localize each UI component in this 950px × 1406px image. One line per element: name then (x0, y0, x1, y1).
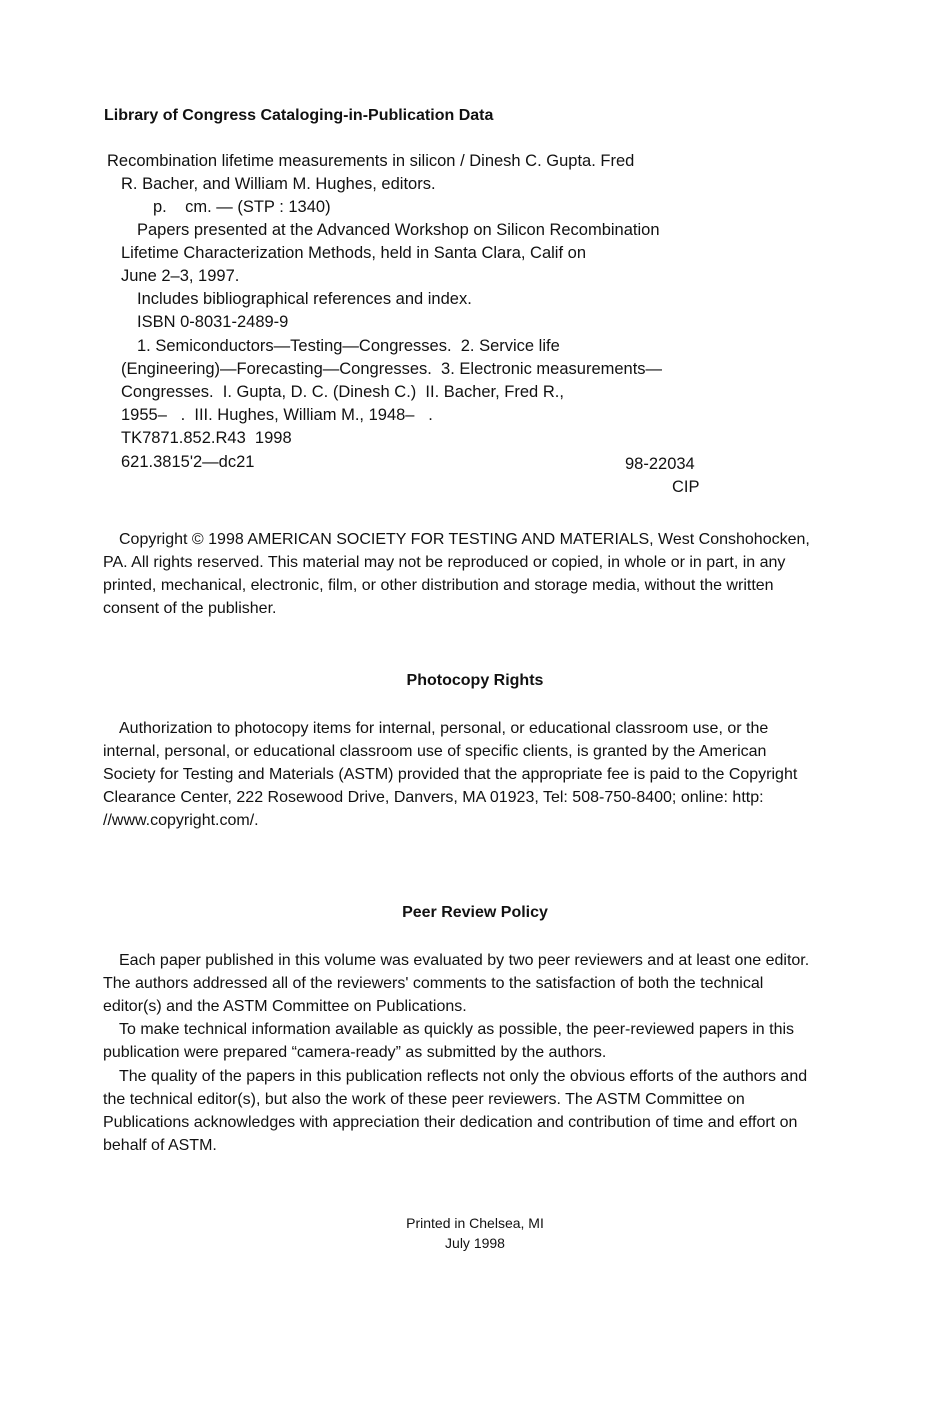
peer-review-line: The quality of the papers in this publication reflects not only the obvious efforts of the authors and (119, 1068, 808, 1085)
printed-date: July 1998 (445, 1235, 505, 1251)
cip-line: R. Bacher, and William M. Hughes, editors. (121, 175, 436, 193)
photocopy-line: Society for Testing and Materials (ASTM) provided that the appropriate fee is paid to the Copyright (103, 766, 798, 783)
cip-line: Lifetime Characterization Methods, held in Santa Clara, Calif on (121, 244, 586, 262)
printed-location: Printed in Chelsea, MI (406, 1215, 544, 1231)
cip-line: 621.3815'2—dc21 (121, 453, 255, 471)
peer-review-line: The authors addressed all of the reviewers' comments to the satisfaction of both the technical (103, 975, 764, 992)
photocopy-line: Authorization to photocopy items for internal, personal, or educational classroom use, or the (119, 720, 769, 737)
lccn-number: 98-22034 (625, 455, 695, 473)
cip-line: Recombination lifetime measurements in silicon / Dinesh C. Gupta. Fred (107, 152, 635, 170)
peer-review-line: editor(s) and the ASTM Committee on Publications. (103, 998, 467, 1015)
peer-review-line: publication were prepared “camera-ready” as submitted by the authors. (103, 1044, 607, 1061)
copyright-line: printed, mechanical, electronic, film, or other distribution and storage media, without the written (103, 577, 774, 594)
copyright-line: Copyright © 1998 AMERICAN SOCIETY FOR TESTING AND MATERIALS, West Conshohocken, (119, 531, 810, 548)
photocopy-line: Clearance Center, 222 Rosewood Drive, Danvers, MA 01923, Tel: 508-750-8400; online: http: (103, 789, 764, 806)
peer-review-line: To make technical information available as quickly as possible, the peer-reviewed papers in this (119, 1021, 795, 1038)
photocopy-line: //www.copyright.com/. (103, 812, 259, 829)
copyright-line: consent of the publisher. (103, 600, 277, 617)
cip-line: (Engineering)—Forecasting—Congresses. 3. Electronic measurements— (121, 360, 663, 378)
photocopy-heading: Photocopy Rights (406, 672, 544, 689)
cip-line: 1. Semiconductors—Testing—Congresses. 2. Service life (137, 337, 560, 355)
cip-line: Includes bibliographical references and index. (137, 290, 472, 308)
peer-review-heading: Peer Review Policy (402, 904, 548, 921)
cip-line: June 2–3, 1997. (121, 267, 240, 285)
photocopy-line: internal, personal, or educational classroom use of specific clients, is granted by the American (103, 743, 767, 760)
cip-line: Papers presented at the Advanced Workshop on Silicon Recombination (137, 221, 660, 239)
cip-line: TK7871.852.R43 1998 (121, 429, 292, 447)
cip-heading: Library of Congress Cataloging-in-Publication Data (104, 107, 494, 124)
peer-review-line: Each paper published in this volume was evaluated by two peer reviewers and at least one editor. (119, 952, 810, 969)
peer-review-line: behalf of ASTM. (103, 1137, 217, 1154)
cip-line: Congresses. I. Gupta, D. C. (Dinesh C.) II. Bacher, Fred R., (121, 383, 564, 401)
cip-line: ISBN 0-8031-2489-9 (137, 313, 289, 331)
peer-review-line: the technical editor(s), but also the work of these peer reviewers. The ASTM Committee on (103, 1091, 745, 1108)
cip-line: p. cm. — (STP : 1340) (153, 198, 331, 216)
peer-review-line: Publications acknowledges with appreciation their dedication and contribution of time and effort on (103, 1114, 798, 1131)
cip-label: CIP (672, 478, 700, 496)
copyright-line: PA. All rights reserved. This material may not be reproduced or copied, in whole or in part, in any (103, 554, 786, 571)
cip-line: 1955– . III. Hughes, William M., 1948– . (121, 406, 433, 424)
